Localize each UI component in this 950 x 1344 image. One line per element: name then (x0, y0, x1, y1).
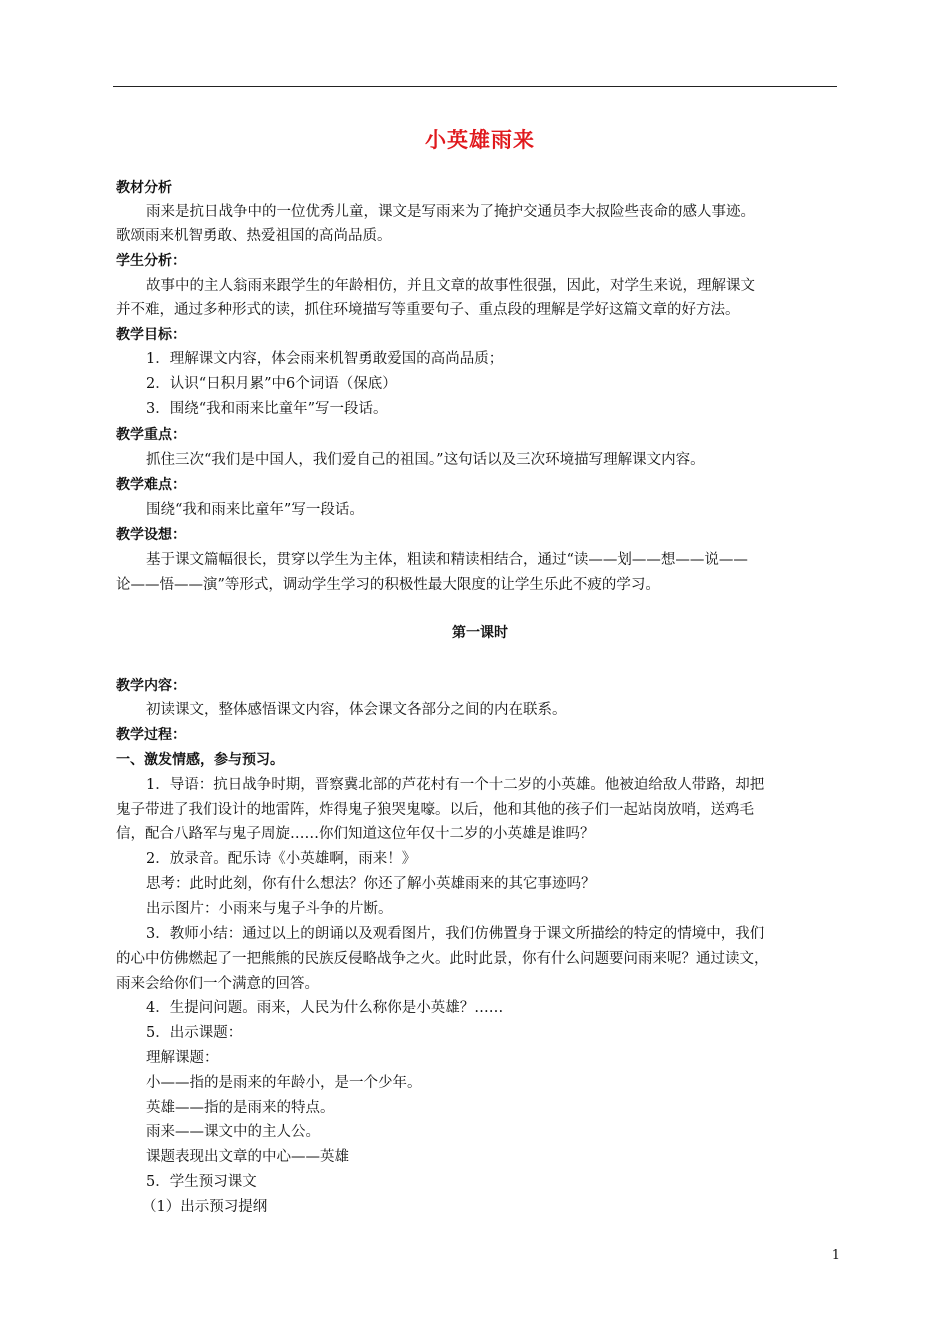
paragraph: 雨来是抗日战争中的一位优秀儿童，课文是写雨来为了掩护交通员李大叔险些丧命的感人事迹。 (146, 204, 755, 220)
paragraph: 5．学生预习课文 (146, 1174, 257, 1190)
heading-difficulties: 教学难点： (116, 477, 186, 493)
list-item: 2．认识“日积月累”中6个词语（保底） (146, 376, 397, 392)
paragraph: 1．导语：抗日战争时期，晋察冀北部的芦花村有一个十二岁的小英雄。他被迫给敌人带路，却把 (146, 777, 765, 793)
paragraph: 初读课文，整体感悟课文内容，体会课文各部分之间的内在联系。 (146, 702, 567, 718)
paragraph: （1）出示预习提纲 (142, 1199, 268, 1215)
paragraph: 英雄——指的是雨来的特点。 (146, 1100, 335, 1116)
paragraph: 并不难，通过多种形式的读，抓住环境描写等重要句子、重点段的理解是学好这篇文章的好方法。 (116, 302, 740, 318)
paragraph: 故事中的主人翁雨来跟学生的年龄相仿，并且文章的故事性很强，因此，对学生来说，理解课文 (146, 278, 755, 294)
paragraph: 围绕“我和雨来比童年”写一段话。 (146, 502, 364, 518)
paragraph: 雨来会给你们一个满意的回答。 (116, 976, 319, 992)
heading-teaching-goals: 教学目标： (116, 327, 186, 343)
paragraph: 鬼子带进了我们设计的地雷阵，炸得鬼子狼哭鬼嚎。以后，他和其他的孩子们一起站岗放哨，送鸡毛 (116, 802, 754, 818)
lesson-heading: 第一课时 (452, 625, 508, 641)
paragraph: 论——悟——演”等形式，调动学生学习的积极性最大限度的让学生乐此不疲的学习。 (116, 577, 660, 593)
heading-textbook-analysis: 教材分析 (116, 180, 172, 196)
paragraph: 4．生提问问题。雨来，人民为什么称你是小英雄？…… (146, 1000, 504, 1016)
paragraph: 思考：此时此刻，你有什么想法？你还了解小英雄雨来的其它事迹吗？ (146, 876, 596, 892)
list-item: 3．围绕“我和雨来比童年”写一段话。 (146, 401, 388, 417)
header-rule (113, 86, 837, 87)
heading-teaching-content: 教学内容： (116, 678, 186, 694)
paragraph: 3．教师小结：通过以上的朗诵以及观看图片，我们仿佛置身于课文所描绘的特定的情境中，我们 (146, 926, 765, 942)
heading-teaching-plan: 教学设想： (116, 527, 186, 543)
paragraph: 出示图片：小雨来与鬼子斗争的片断。 (146, 901, 393, 917)
list-item: 1．理解课文内容，体会雨来机智勇敢爱国的高尚品质； (146, 351, 504, 367)
paragraph: 5．出示课题： (146, 1025, 243, 1041)
paragraph: 信，配合八路军与鬼子周旋……你们知道这位年仅十二岁的小英雄是谁吗？ (116, 826, 595, 842)
section-heading-part-one: 一、激发情感，参与预习。 (116, 752, 284, 768)
paragraph: 抓住三次“我们是中国人，我们爱自己的祖国。”这句话以及三次环境描写理解课文内容。 (146, 452, 705, 468)
paragraph: 歌颂雨来机智勇敢、热爱祖国的高尚品质。 (116, 228, 392, 244)
heading-key-points: 教学重点： (116, 427, 186, 443)
paragraph: 雨来——课文中的主人公。 (146, 1124, 320, 1140)
heading-student-analysis: 学生分析： (116, 253, 186, 269)
page-number: 1 (831, 1248, 840, 1263)
heading-teaching-process: 教学过程： (116, 727, 186, 743)
paragraph: 的心中仿佛燃起了一把熊熊的民族反侵略战争之火。此时此景，你有什么问题要问雨来呢？通过读文， (116, 951, 769, 967)
paragraph: 基于课文篇幅很长，贯穿以学生为主体，粗读和精读相结合，通过“读——划——想——说—— (146, 552, 748, 568)
paragraph: 2．放录音。配乐诗《小英雄啊，雨来！》 (146, 851, 417, 867)
paragraph: 理解课题： (146, 1050, 219, 1066)
paragraph: 课题表现出文章的中心——英雄 (146, 1149, 349, 1165)
document-title: 小英雄雨来 (425, 128, 535, 152)
paragraph: 小——指的是雨来的年龄小，是一个少年。 (146, 1075, 422, 1091)
